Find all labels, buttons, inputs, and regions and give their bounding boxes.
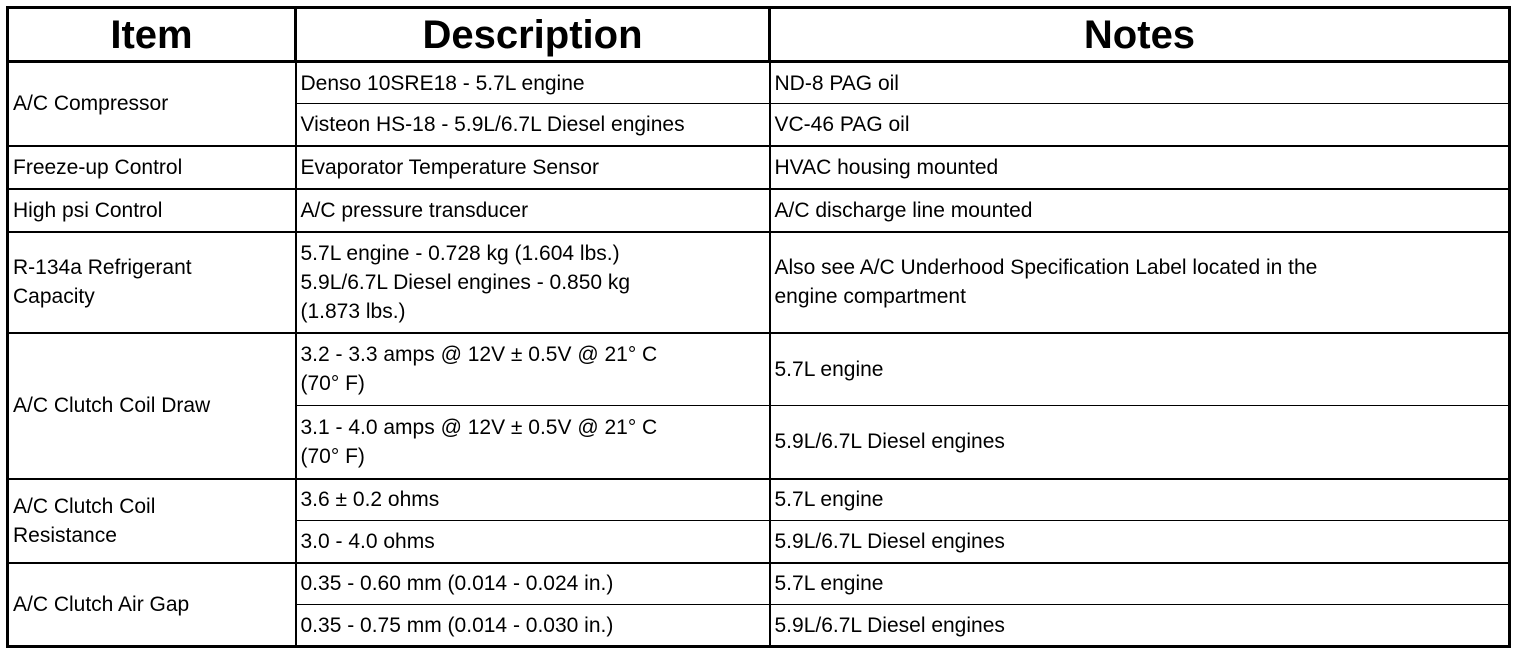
notes-cell: 5.9L/6.7L Diesel engines [770,406,1510,479]
header-notes: Notes [770,8,1510,62]
item-cell: A/C Clutch Coil Draw [8,333,296,479]
table-row [8,62,1510,104]
description-cell: 0.35 - 0.60 mm (0.014 - 0.024 in.) [296,563,770,605]
notes-cell [770,232,1510,333]
item-line: R-134a Refrigerant [13,256,192,279]
header-row [8,8,1510,62]
header-item: Item [8,8,296,62]
item-line: A/C Clutch Coil [13,494,156,518]
description-line: 3.1 - 4.0 amps @ 12V ± 0.5V @ 21° C [300,415,658,439]
item-cell: A/C Clutch Air Gap [8,563,296,647]
notes-cell: 5.7L engine [770,333,1510,406]
table-row [8,563,1510,605]
table-row [8,189,1510,232]
description-cell: 3.0 - 4.0 ohms [296,521,770,563]
header-description: Description [296,8,770,62]
notes-cell: 5.9L/6.7L Diesel engines [770,521,1510,563]
description-line: (1.873 lbs.) [300,299,406,323]
notes-cell: A/C discharge line mounted [770,189,1510,232]
description-cell [296,333,770,406]
description-cell: Visteon HS-18 - 5.9L/6.7L Diesel engines [296,104,770,146]
description-cell: 3.6 ± 0.2 ohms [296,479,770,521]
description-cell: Denso 10SRE18 - 5.7L engine [296,62,770,104]
description-cell: 0.35 - 0.75 mm (0.014 - 0.030 in.) [296,605,770,647]
notes-cell: VC-46 PAG oil [770,104,1510,146]
table-row [8,232,1510,333]
description-line: (70° F) [300,444,365,468]
description-cell: Evaporator Temperature Sensor [296,146,770,189]
item-cell: High psi Control [8,189,296,232]
notes-cell: HVAC housing mounted [770,146,1510,189]
table-row [8,146,1510,189]
item-cell [8,479,296,563]
notes-cell: 5.7L engine [770,563,1510,605]
item-line: Capacity [13,285,95,308]
item-cell: A/C Compressor [8,62,296,146]
description-line: 5.7L engine - 0.728 kg (1.604 lbs.) [300,241,620,265]
notes-line: engine compartment [774,285,966,308]
notes-cell: ND-8 PAG oil [770,62,1510,104]
specifications-table [6,6,1511,648]
description-line: (70° F) [300,372,365,396]
item-cell: Freeze-up Control [8,146,296,189]
notes-line: Also see A/C Underhood Specification Label located in the [774,256,1318,279]
table-row [8,333,1510,406]
notes-cell: 5.9L/6.7L Diesel engines [770,605,1510,647]
notes-cell: 5.7L engine [770,479,1510,521]
description-line: 5.9L/6.7L Diesel engines - 0.850 kg [300,270,631,294]
item-cell [8,232,296,333]
description-cell: A/C pressure transducer [296,189,770,232]
description-cell [296,232,770,333]
table-row [8,479,1510,521]
description-cell [296,406,770,479]
description-line: 3.2 - 3.3 amps @ 12V ± 0.5V @ 21° C [300,343,658,367]
item-line: Resistance [13,523,117,547]
